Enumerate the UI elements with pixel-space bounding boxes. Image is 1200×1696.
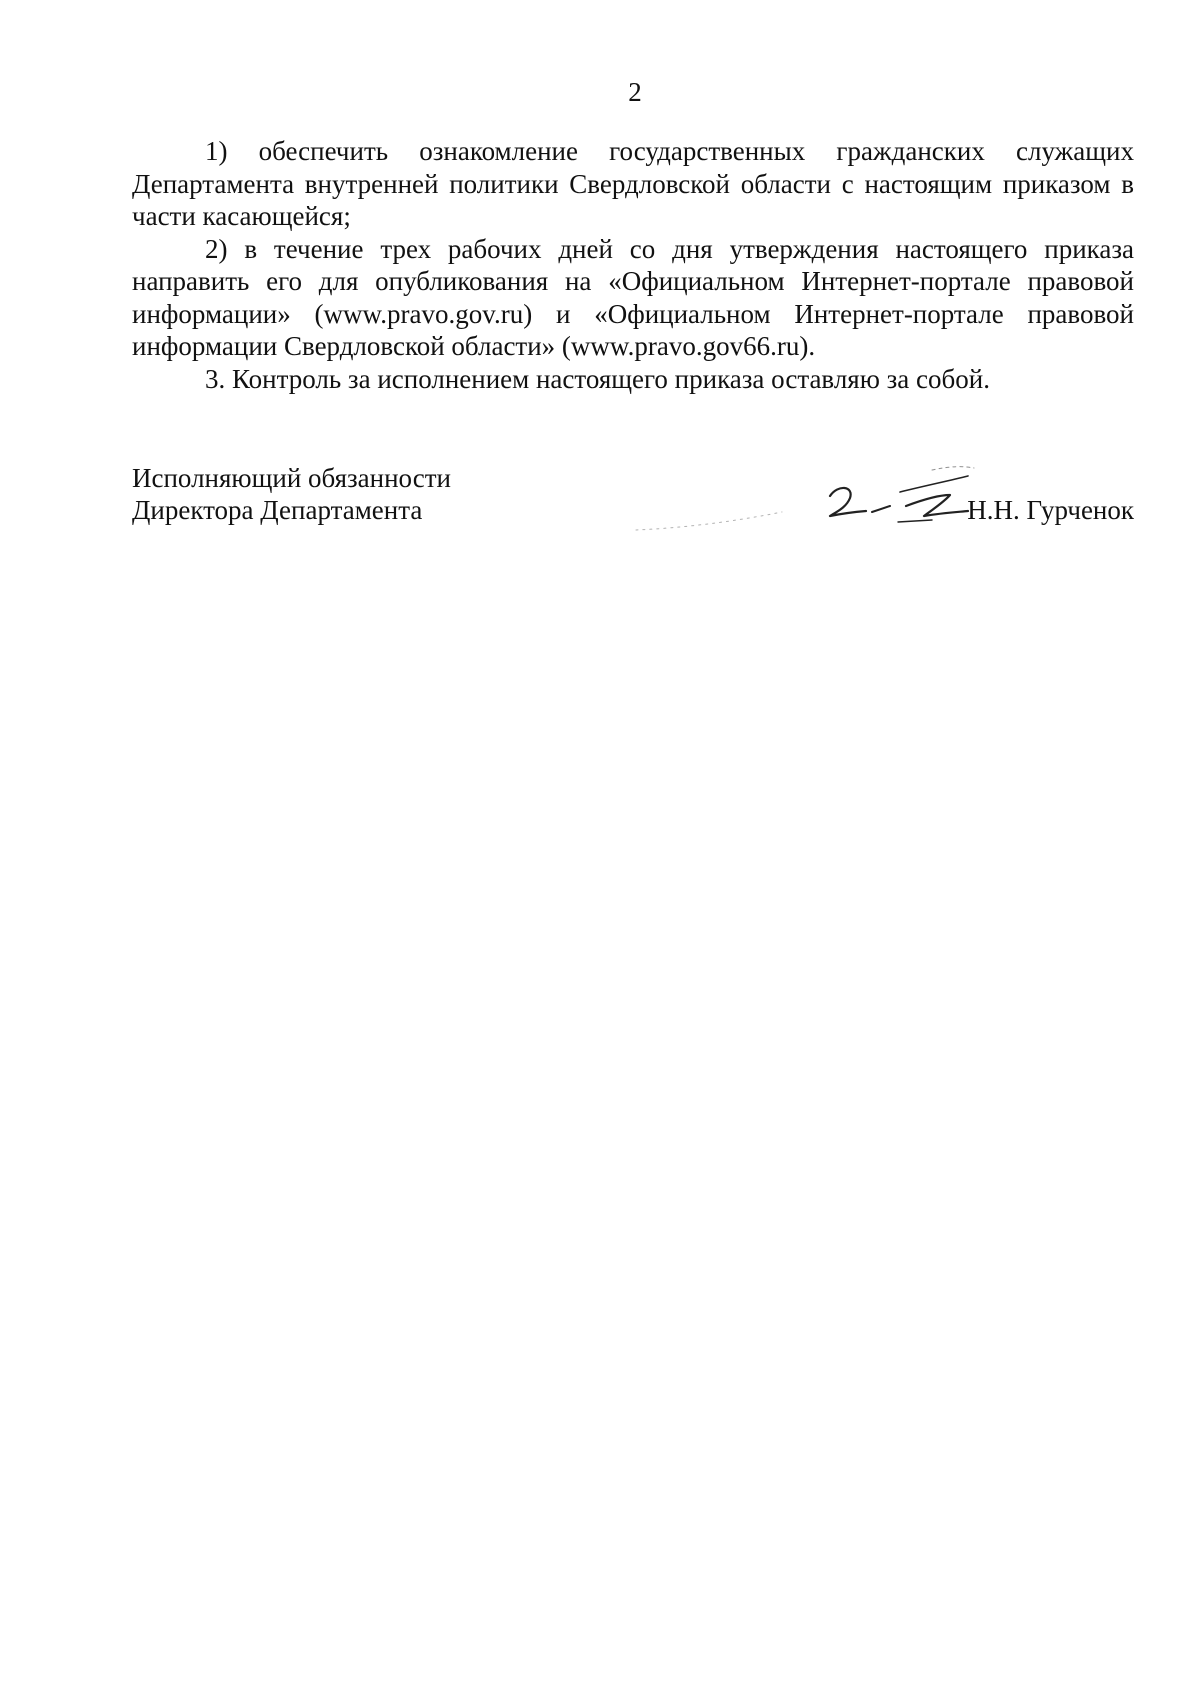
- document-body: [132, 135, 1134, 395]
- signatory-name: Н.Н. Гурченок: [967, 495, 1134, 525]
- paragraph-item-3: 3. Контроль за исполнением настоящего приказа оставляю за собой.: [205, 363, 990, 394]
- paragraph-item-1: 1) обеспечить ознакомление государственных гражданских служащих Департамента внутренней политики Свердловской области с настоящим приказом в части касающейся;: [132, 136, 1134, 231]
- paragraph-item-2: 2) в течение трех рабочих дней со дня утверждения настоящего приказа направить его для опубликования на «Официальном Интернет-портале правовой информации» (www.pravo.gov.ru) и «Официальном Интернет-портале правовой информации Свердловской области» (www.pravo.gov66.ru).: [132, 233, 1134, 361]
- signatory-title-line-2: Директора Департамента: [132, 495, 423, 525]
- signatory-title-line-1: Исполняющий обязанности: [132, 463, 451, 493]
- page-number: 2: [628, 77, 642, 107]
- signature-block: [132, 462, 1134, 542]
